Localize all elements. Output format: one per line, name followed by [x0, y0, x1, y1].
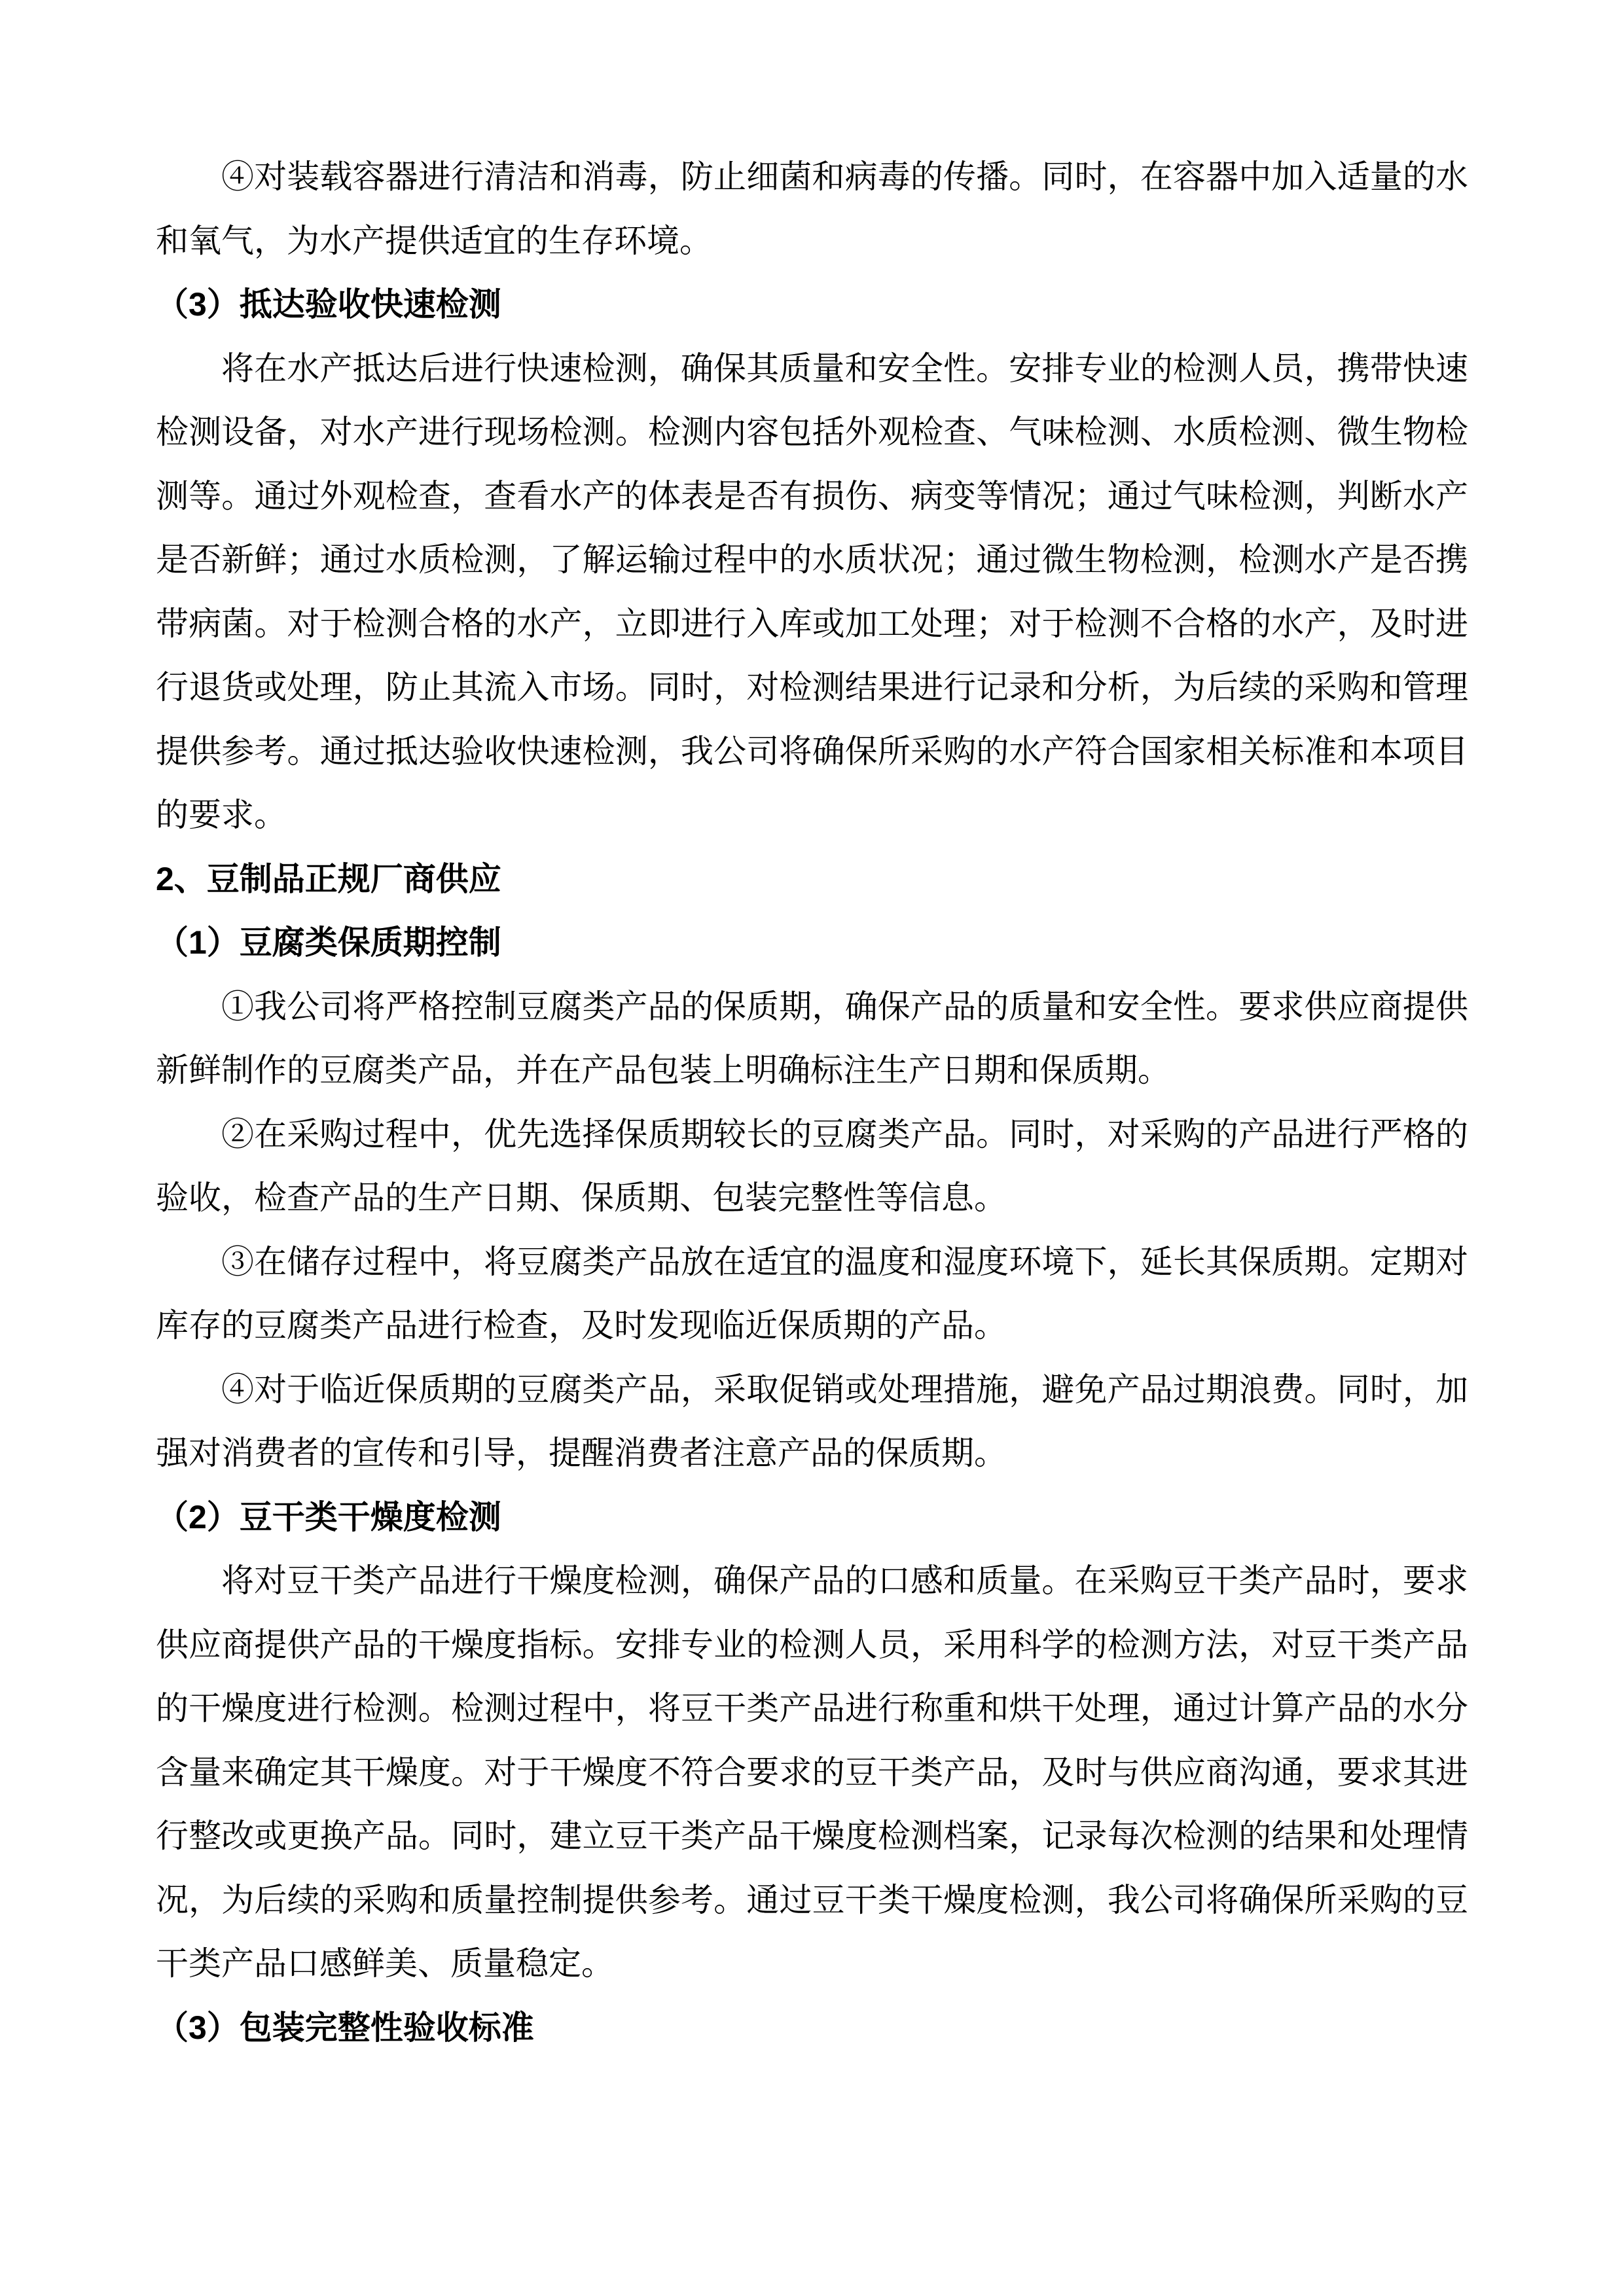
para-tofu-shelf-life-4: ④对于临近保质期的豆腐类产品，采取促销或处理措施，避免产品过期浪费。同时，加强对消费者的宣传和引导，提醒消费者注意产品的保质期。: [156, 1371, 1468, 1471]
subsection-heading-dried-tofu-dryness: （2）豆干类干燥度检测: [156, 1498, 501, 1535]
para-dried-tofu-dryness: 将对豆干类产品进行干燥度检测，确保产品的口感和质量。在采购豆干类产品时，要求供应商提供产品的干燥度指标。安排专业的检测人员，采用科学的检测方法，对豆干类产品的干燥度进行检测。检测过程中，将豆干类产品进行称重和烘干处理，通过计算产品的水分含量来确定其干燥度。对于干燥度不符合要求的豆干类产品，及时与供应商沟通，要求其进行整改或更换产品。同时，建立豆干类产品干燥度检测档案，记录每次检测的结果和处理情况，为后续的采购和质量控制提供参考。通过豆干类干燥度检测，我公司将确保所采购的豆干类产品口感鲜美、质量稳定。: [156, 1562, 1468, 1982]
para-tofu-shelf-life-1: ①我公司将严格控制豆腐类产品的保质期，确保产品的质量和安全性。要求供应商提供新鲜制作的豆腐类产品，并在产品包装上明确标注生产日期和保质期。: [156, 988, 1468, 1088]
document-content: [156, 145, 1468, 2060]
subsection-heading-tofu-shelf-life: （1）豆腐类保质期控制: [156, 924, 501, 961]
section-heading-soy-products: 2、豆制品正规厂商供应: [156, 860, 501, 897]
subsection-heading-packaging-integrity: （3）包装完整性验收标准: [156, 2009, 534, 2046]
subsection-heading-arrival-inspection: （3）抵达验收快速检测: [156, 286, 501, 323]
para-tofu-shelf-life-2: ②在采购过程中，优先选择保质期较长的豆腐类产品。同时，对采购的产品进行严格的验收，检查产品的生产日期、保质期、包装完整性等信息。: [156, 1115, 1468, 1216]
para-arrival-inspection: 将在水产抵达后进行快速检测，确保其质量和安全性。安排专业的检测人员，携带快速检测设备，对水产进行现场检测。检测内容包括外观检查、气味检测、水质检测、微生物检测等。通过外观检查，查看水产的体表是否有损伤、病变等情况；通过气味检测，判断水产是否新鲜；通过水质检测，了解运输过程中的水质状况；通过微生物检测，检测水产是否携带病菌。对于检测合格的水产，立即进行入库或加工处理；对于检测不合格的水产，及时进行退货或处理，防止其流入市场。同时，对检测结果进行记录和分析，为后续的采购和管理提供参考。通过抵达验收快速检测，我公司将确保所采购的水产符合国家相关标准和本项目的要求。: [156, 350, 1468, 833]
para-container-cleaning: ④对装载容器进行清洁和消毒，防止细菌和病毒的传播。同时，在容器中加入适量的水和氧气，为水产提供适宜的生存环境。: [156, 158, 1468, 259]
para-tofu-shelf-life-3: ③在储存过程中，将豆腐类产品放在适宜的温度和湿度环境下，延长其保质期。定期对库存的豆腐类产品进行检查，及时发现临近保质期的产品。: [156, 1243, 1468, 1344]
